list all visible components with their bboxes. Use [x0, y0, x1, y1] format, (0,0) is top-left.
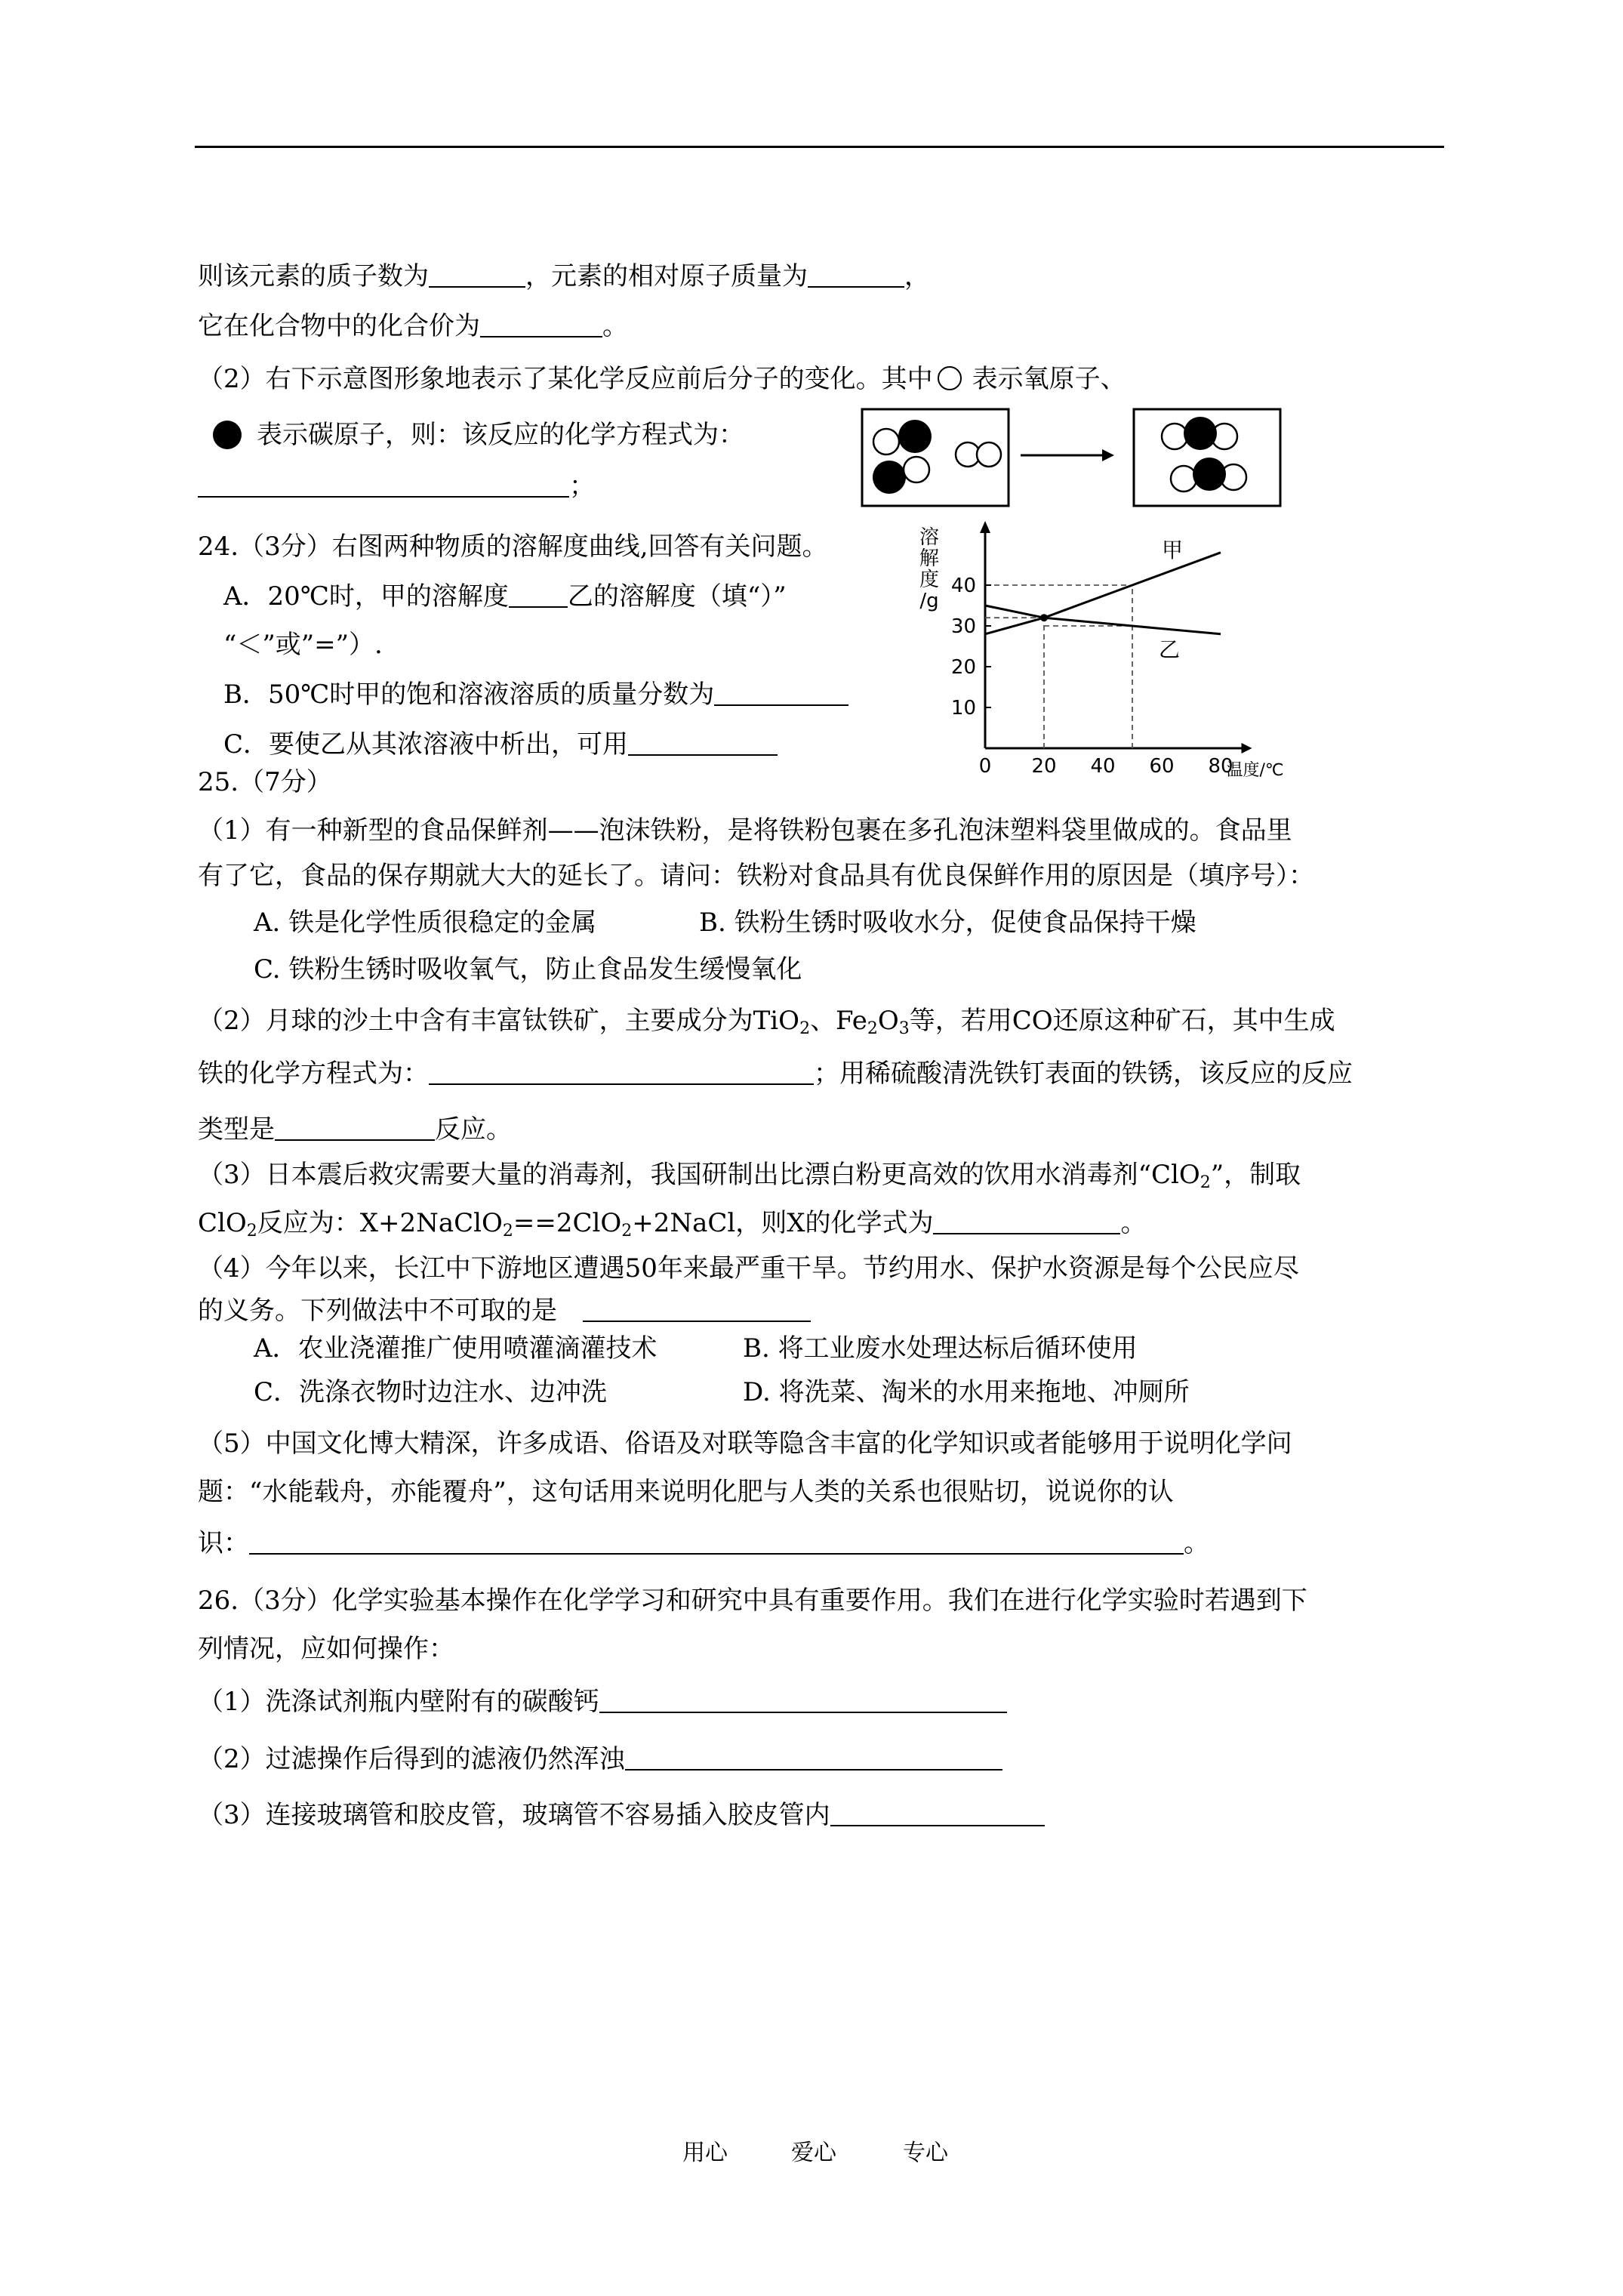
chart-axes — [919, 521, 1284, 780]
y-axis-label: 度 — [919, 569, 940, 591]
equation-blank[interactable] — [429, 1056, 814, 1085]
carbon-atom-icon — [213, 421, 242, 449]
q25-text: 的义务。下列做法中不可取的是 — [198, 1296, 557, 1326]
oxygen-atom-icon — [904, 457, 929, 482]
subscript: 2 — [502, 1222, 513, 1240]
q25-p4-option-a: A．农业浇灌推广使用喷灌滴灌技术 — [254, 1333, 658, 1364]
carbon-atom-icon — [1193, 458, 1226, 491]
footer-text-3: 专心 — [903, 2140, 948, 2166]
q25-p2-line3 — [198, 1111, 512, 1148]
q25-p2-line1 — [198, 1003, 1335, 1039]
series-label: 乙 — [1158, 636, 1181, 662]
q25-text: O — [877, 1006, 899, 1036]
q23-text: ； — [569, 471, 595, 501]
q25-text: 、Fe — [810, 1006, 867, 1036]
header-rule — [195, 146, 1444, 148]
q26-line1: 26.（3分）化学实验基本操作在化学学习和研究中具有重要作用。我们在进行化学实验时若遇到下 — [198, 1586, 1307, 1616]
footer-text-1: 用心 — [682, 2140, 728, 2166]
oxygen-atom-icon — [1162, 424, 1187, 449]
q25-text: 反应。 — [435, 1114, 512, 1145]
oxygen-atom-icon — [1171, 466, 1196, 492]
q25-option-a: A. 铁是化学性质很稳定的金属 — [254, 908, 597, 938]
q24-c-line — [223, 726, 778, 763]
x-tick-label: 40 — [1090, 755, 1116, 778]
q24-header: 24.（3分）右图两种物质的溶解度曲线,回答有关问题。 — [198, 532, 828, 562]
q23-text: ，元素的相对原子质量为 — [525, 261, 808, 291]
q23-part2-line2 — [213, 417, 744, 453]
q23-text: 它在化合物中的化合价为 — [198, 311, 480, 341]
carbon-atom-icon — [873, 461, 906, 494]
intersection-point — [1040, 614, 1048, 621]
answer-blank[interactable] — [599, 1684, 1007, 1713]
answer-blank[interactable] — [830, 1798, 1045, 1826]
q25-option-b: B. 铁粉生锈时吸收水分，促使食品保持干燥 — [699, 908, 1196, 938]
q25-header: 25.（7分） — [198, 767, 332, 797]
subscript: 2 — [621, 1222, 633, 1240]
q23-text: 。 — [602, 311, 628, 341]
q23-text: 表示氧原子、 — [972, 364, 1126, 394]
q24-text: C．要使乙从其浓溶液中析出，可用 — [223, 729, 629, 760]
q25-p3-line1 — [198, 1157, 1301, 1193]
q25-text: 反应为：X+2NaClO — [257, 1208, 503, 1238]
y-tick-label: 10 — [950, 697, 976, 720]
series-label: 甲 — [1161, 537, 1184, 562]
q23-line1 — [198, 258, 930, 294]
q25-p1-line1: （1）有一种新型的食品保鲜剂——泡沫铁粉，是将铁粉包裹在多孔泡沫塑料袋里做成的。食品里 — [198, 815, 1292, 846]
subscript: 2 — [1200, 1173, 1211, 1192]
y-axis-label: /g — [919, 590, 939, 612]
q25-p4-option-d: D. 将洗菜、淘米的水用来拖地、冲厕所 — [743, 1377, 1190, 1407]
q25-p4-line2 — [198, 1293, 811, 1329]
y-axis-arrow-icon — [980, 521, 990, 533]
q26-item1 — [198, 1684, 1007, 1720]
chart-series — [985, 538, 1221, 662]
x-tick-label: 20 — [1031, 755, 1057, 778]
subscript: 2 — [246, 1222, 257, 1240]
x-tick-label: 0 — [978, 755, 992, 778]
q26-item3 — [198, 1797, 1045, 1833]
q24-a-line2: “＜”或”=”）. — [223, 630, 383, 660]
q25-text: 。 — [1120, 1208, 1147, 1238]
q25-p1-line2: 有了它，食品的保存期就大大的延长了。请问：铁粉对食品具有优良保鲜作用的原因是（填序号）： — [198, 861, 1314, 891]
q23-part2-line3 — [198, 468, 595, 504]
series-line-2 — [985, 606, 1221, 634]
oxygen-atom-icon — [938, 366, 962, 390]
y-tick-label: 20 — [950, 656, 976, 679]
q23-part2-line1 — [198, 361, 1126, 397]
q25-text: ==2ClO — [513, 1208, 622, 1238]
footer-text-2: 爱心 — [791, 2140, 836, 2166]
q23-text: ， — [904, 261, 930, 291]
carbon-atom-icon — [1184, 417, 1217, 450]
y-axis-label: 解 — [919, 547, 940, 570]
subscript: 2 — [867, 1019, 878, 1038]
solubility-chart — [917, 519, 1325, 780]
q25-p2-line2 — [198, 1056, 1353, 1092]
answer-blank[interactable] — [480, 309, 602, 337]
subscript: 2 — [799, 1019, 811, 1038]
q24-text: 乙的溶解度（填“）” — [567, 581, 787, 612]
q25-text: （3）日本震后救灾需要大量的消毒剂，我国研制出比漂白粉更高效的饮用水消毒剂“ClO — [198, 1160, 1200, 1190]
q25-text: 。 — [1184, 1528, 1209, 1558]
q25-text: 铁的化学方程式为： — [198, 1059, 429, 1089]
q25-text: ；用稀硫酸清洗铁钉表面的铁锈，该反应的反应 — [814, 1059, 1353, 1089]
q26-item2 — [198, 1741, 1002, 1777]
q26-line2: 列情况，应如何操作： — [198, 1634, 454, 1664]
answer-blank[interactable] — [249, 1526, 1184, 1555]
answer-blank[interactable] — [275, 1112, 435, 1141]
q25-p4-option-c: C．洗涤衣物时边注水、边冲洗 — [254, 1377, 608, 1407]
q26-text: （3）连接玻璃管和胶皮管，玻璃管不容易插入胶皮管内 — [198, 1800, 830, 1830]
answer-blank[interactable] — [583, 1293, 811, 1322]
q24-text: A．20℃时，甲的溶解度 — [223, 581, 509, 612]
q24-b-line — [223, 676, 848, 713]
y-tick-label: 40 — [950, 575, 976, 597]
answer-blank[interactable] — [933, 1206, 1120, 1234]
q23-text: 则该元素的质子数为 — [198, 261, 429, 291]
subscript: 3 — [898, 1019, 910, 1038]
y-axis-label: 溶 — [919, 526, 940, 549]
q25-option-c: C. 铁粉生锈时吸收氧气，防止食品发生缓慢氧化 — [254, 954, 802, 985]
answer-blank[interactable] — [429, 259, 525, 288]
q25-text: （2）月球的沙土中含有丰富钛铁矿，主要成分为TiO — [198, 1006, 800, 1036]
answer-blank[interactable] — [808, 259, 904, 288]
x-axis-label: 温度/℃ — [1226, 761, 1284, 780]
equation-blank[interactable] — [198, 469, 569, 498]
q25-p5-line3 — [198, 1525, 1209, 1561]
oxygen-atom-icon — [977, 442, 1001, 467]
q23-line2 — [198, 308, 628, 344]
series-line-1 — [985, 553, 1221, 634]
y-tick-label: 30 — [950, 615, 976, 638]
q26-text: （1）洗涤试剂瓶内壁附有的碳酸钙 — [198, 1687, 599, 1717]
answer-blank[interactable] — [714, 677, 848, 706]
q23-text: （2）右下示意图形象地表示了某化学反应前后分子的变化。其中 — [198, 364, 933, 394]
q25-text: ”，制取 — [1210, 1160, 1301, 1190]
carbon-atom-icon — [898, 420, 932, 453]
q24-text: B．50℃时甲的饱和溶液溶质的质量分数为 — [223, 680, 715, 710]
q25-text: +2NaCl，则X的化学式为 — [632, 1208, 934, 1238]
q25-p5-line2: 题：“水能载舟，亦能覆舟”，这句话用来说明化肥与人类的关系也很贴切，说说你的认 — [198, 1477, 1174, 1507]
q25-text: 识： — [198, 1528, 249, 1558]
q25-text: 等，若用CO还原这种矿石，其中生成 — [909, 1006, 1335, 1036]
q26-text: （2）过滤操作后得到的滤液仍然浑浊 — [198, 1744, 625, 1774]
q25-p3-line2 — [198, 1205, 1146, 1241]
q25-p5-line1: （5）中国文化博大精深，许多成语、俗语及对联等隐含丰富的化学知识或者能够用于说明化学问 — [198, 1428, 1292, 1459]
x-tick-label: 80 — [1208, 755, 1233, 778]
reaction-arrow-icon — [1102, 449, 1114, 461]
answer-blank[interactable] — [509, 579, 568, 608]
q24-a-line1 — [223, 578, 787, 615]
q25-text: 类型是 — [198, 1114, 275, 1145]
q25-p4-option-b: B. 将工业废水处理达标后循环使用 — [743, 1333, 1138, 1364]
answer-blank[interactable] — [628, 727, 778, 756]
oxygen-atom-icon — [873, 429, 899, 455]
q25-p4-line1: （4）今年以来，长江中下游地区遭遇50年来最严重干旱。节约用水、保护水资源是每个公民应尽 — [198, 1253, 1299, 1284]
reaction-diagram — [861, 408, 1302, 513]
answer-blank[interactable] — [625, 1742, 1002, 1771]
q25-text: ClO — [198, 1208, 247, 1238]
x-tick-label: 60 — [1149, 755, 1175, 778]
q23-text: 表示碳原子，则：该反应的化学方程式为： — [257, 420, 744, 450]
x-axis-arrow-icon — [1242, 743, 1252, 754]
